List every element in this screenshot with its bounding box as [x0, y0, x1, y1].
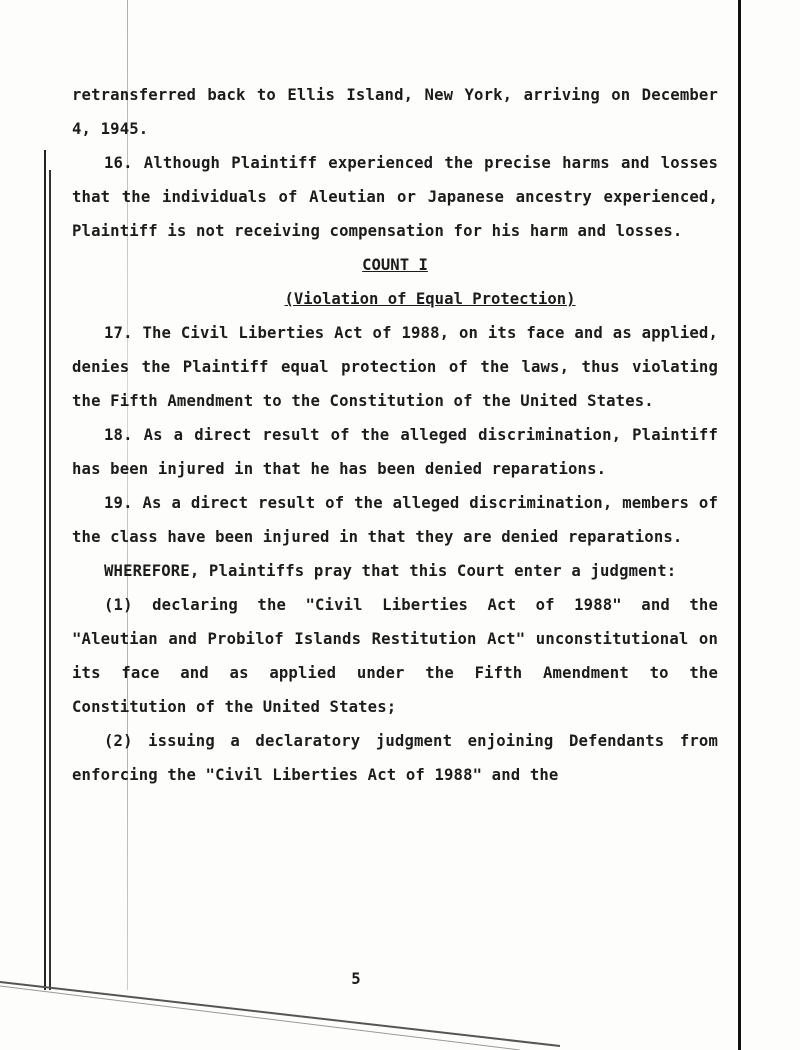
paragraph-17: 17. The Civil Liberties Act of 1988, on its face and as applied, denies the Plaintiff equal protection of the laws, thus violating the Fifth Amendment to the Constitution of the United States. — [72, 324, 718, 410]
paragraph-wherefore: WHEREFORE, Plaintiffs pray that this Court enter a judgment: — [104, 562, 677, 580]
scan-edge-left-inner — [49, 170, 51, 990]
relief-item-1: (1) declaring the "Civil Liberties Act of 1988" and the "Aleutian and Probilof Islands Restitution Act" unconstitutional on its face and as applied under the Fifth Amendment to the Constitution of the United States; — [72, 596, 718, 716]
page-number: 5 — [351, 970, 361, 988]
scan-edge-left — [44, 150, 46, 990]
relief-item-2: (2) issuing a declaratory judgment enjoining Defendants from enforcing the "Civil Liberties Act of 1988" and the — [72, 732, 718, 784]
scan-edge-right — [738, 0, 741, 1050]
document-body — [72, 78, 718, 792]
paragraph-19: 19. As a direct result of the alleged discrimination, members of the class have been injured in that they are denied reparations. — [72, 494, 718, 546]
paragraph-18: 18. As a direct result of the alleged discrimination, Plaintiff has been injured in that he has been denied reparations. — [72, 426, 718, 478]
paragraph-16: 16. Although Plaintiff experienced the precise harms and losses that the individuals of Aleutian or Japanese ancestry experienced, Plaintiff is not receiving compensation for his harm and losses. — [72, 154, 718, 240]
count-subheading: (Violation of Equal Protection) — [284, 290, 576, 308]
count-heading: COUNT I — [362, 256, 428, 274]
paragraph-continuation: retransferred back to Ellis Island, New York, arriving on December 4, 1945. — [72, 86, 718, 138]
